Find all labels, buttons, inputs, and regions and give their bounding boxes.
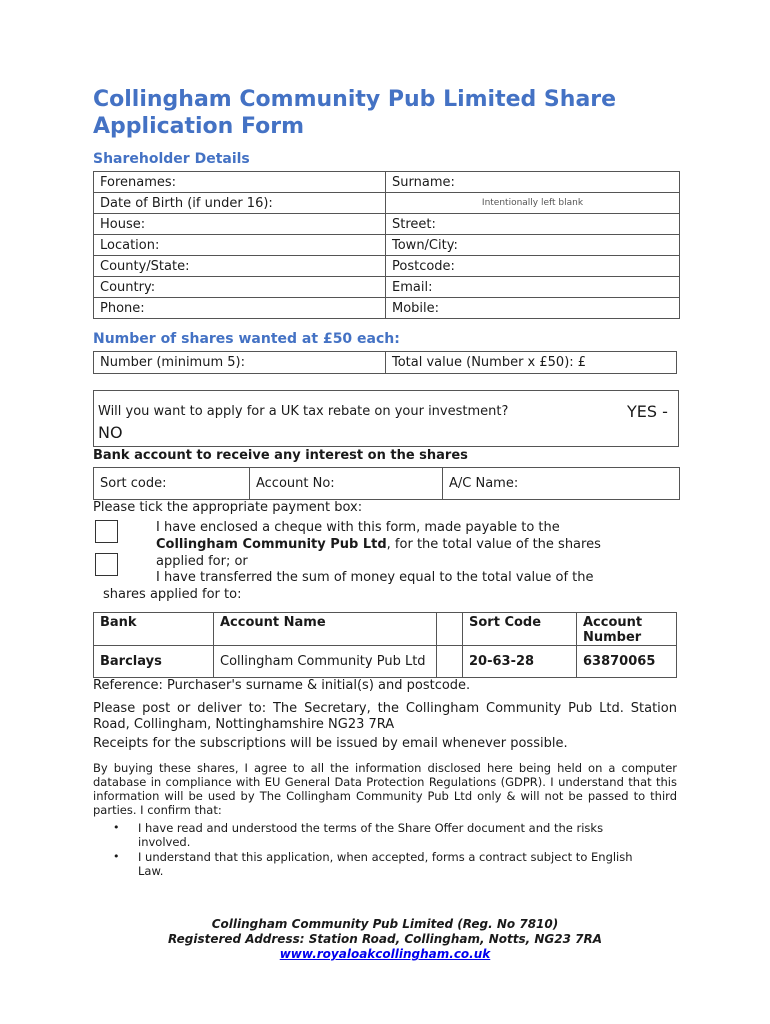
cheque-option-continuation: , for the total value of the shares	[386, 537, 601, 552]
bank-value: Barclays	[94, 646, 214, 678]
confirmation-text: I understand that this application, when accepted, forms a contract subject to English Law.	[138, 850, 633, 878]
total-value-field[interactable]: Total value (Number x £50): £	[386, 352, 677, 374]
mobile-field[interactable]: Mobile:	[386, 298, 680, 319]
header-account-name: Account Name	[214, 613, 437, 646]
email-field[interactable]: Email:	[386, 277, 680, 298]
footer-website-link[interactable]: www.royaloakcollingham.co.uk	[279, 947, 491, 961]
shareholder-details-heading: Shareholder Details	[93, 151, 250, 167]
account-name-value: Collingham Community Pub Ltd	[214, 646, 437, 678]
table-row	[94, 468, 680, 500]
ac-name-field[interactable]: A/C Name:	[443, 468, 680, 500]
table-row	[94, 214, 680, 235]
country-field[interactable]: Country:	[94, 277, 386, 298]
reference-note: Reference: Purchaser's surname & initial(s) and postcode.	[93, 678, 471, 693]
county-state-field[interactable]: County/State:	[94, 256, 386, 277]
gdpr-statement: By buying these shares, I agree to all the information disclosed here being held on a computer database in compliance with EU General Data Protection Regulations (GDPR). I understand that this information will be used by The Collingham Community Pub Ltd only & will not be passed to third parties. I confirm that:	[93, 761, 677, 817]
tax-no-option[interactable]: NO	[98, 423, 123, 442]
cheque-option-text	[156, 519, 676, 570]
bank-account-heading: Bank account to receive any interest on the shares	[93, 448, 468, 463]
sort-code-field[interactable]: Sort code:	[94, 468, 250, 500]
shareholder-details-table	[93, 171, 680, 319]
date-of-birth-field[interactable]: Date of Birth (if under 16):	[94, 193, 386, 214]
cheque-option-line: applied for; or	[156, 554, 248, 569]
header-bank: Bank	[94, 613, 214, 646]
forenames-field[interactable]: Forenames:	[94, 172, 386, 193]
footer	[93, 917, 677, 962]
number-of-shares-field[interactable]: Number (minimum 5):	[94, 352, 386, 374]
house-field[interactable]: House:	[94, 214, 386, 235]
transfer-option-text: I have transferred the sum of money equal to the total value of the	[156, 570, 594, 585]
header-blank	[437, 613, 463, 646]
tax-rebate-question: Will you want to apply for a UK tax rebate on your investment?	[98, 404, 509, 419]
table-row	[94, 172, 680, 193]
header-sort-code: Sort Code	[463, 613, 577, 646]
payee-name: Collingham Community Pub Ltd	[156, 537, 387, 552]
sort-code-value: 20-63-28	[463, 646, 577, 678]
confirmation-list	[93, 821, 677, 878]
footer-address: Registered Address: Station Road, Collingham, Notts, NG23 7RA	[167, 932, 603, 946]
surname-field[interactable]: Surname:	[386, 172, 680, 193]
cheque-checkbox[interactable]	[95, 520, 118, 543]
payment-instruction: Please tick the appropriate payment box:	[93, 500, 363, 515]
transfer-checkbox[interactable]	[95, 553, 118, 576]
header-account-number: Account Number	[577, 613, 677, 646]
transfer-option-text-2: shares applied for to:	[103, 587, 242, 602]
location-field[interactable]: Location:	[94, 235, 386, 256]
tax-yes-option[interactable]: YES -	[627, 402, 668, 421]
confirmation-text: I have read and understood the terms of the Share Offer document and the risks involved.	[138, 821, 604, 849]
post-to-address: Please post or deliver to: The Secretary, the Collingham Community Pub Ltd. Station Road, Collingham, Nottinghamshire NG23 7RA	[93, 701, 677, 732]
phone-field[interactable]: Phone:	[94, 298, 386, 319]
list-item	[93, 821, 638, 849]
bank-account-table	[93, 467, 680, 500]
blank-note: Intentionally left blank	[386, 193, 680, 214]
shares-table	[93, 351, 677, 374]
bullet-glyph: •	[113, 850, 120, 863]
bullet-glyph: •	[113, 821, 120, 834]
table-row	[94, 298, 680, 319]
table-row	[94, 235, 680, 256]
town-city-field[interactable]: Town/City:	[386, 235, 680, 256]
account-number-value: 63870065	[577, 646, 677, 678]
page-title: Collingham Community Pub Limited Share Application Form	[93, 87, 617, 139]
shares-heading: Number of shares wanted at £50 each:	[93, 331, 400, 347]
table-row	[94, 646, 677, 678]
footer-company: Collingham Community Pub Limited (Reg. No 7810)	[211, 917, 559, 931]
payee-account-table	[93, 612, 677, 678]
cheque-option-line	[156, 536, 676, 553]
street-field[interactable]: Street:	[386, 214, 680, 235]
tax-rebate-box	[93, 390, 679, 447]
postcode-field[interactable]: Postcode:	[386, 256, 680, 277]
account-no-field[interactable]: Account No:	[250, 468, 443, 500]
blank-value	[437, 646, 463, 678]
receipts-note: Receipts for the subscriptions will be issued by email whenever possible.	[93, 736, 568, 751]
table-row	[94, 256, 680, 277]
cheque-option-line: I have enclosed a cheque with this form, made payable to the	[156, 520, 560, 535]
table-row	[94, 277, 680, 298]
table-row	[94, 613, 677, 646]
table-row	[94, 193, 680, 214]
table-row	[94, 352, 677, 374]
list-item	[93, 850, 638, 878]
